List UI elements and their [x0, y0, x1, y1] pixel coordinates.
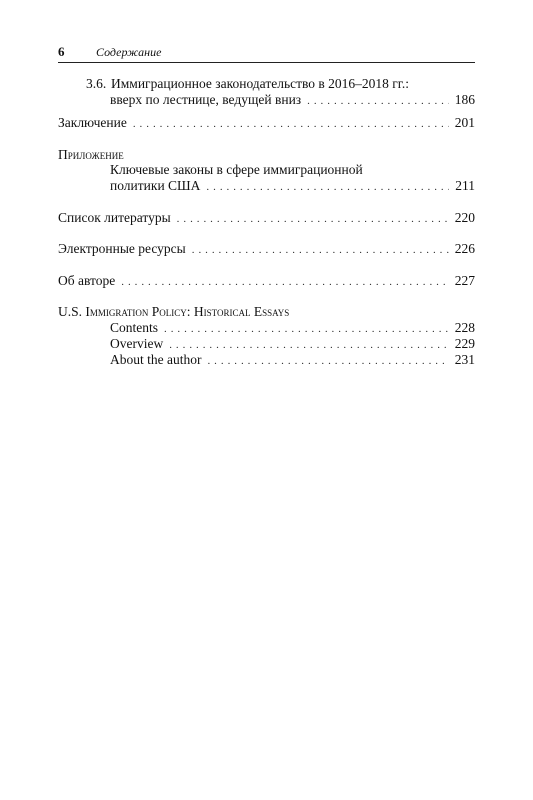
running-title: Содержание: [96, 45, 162, 59]
toc-entry-title: Список литературы: [58, 210, 171, 225]
toc-entry-3-6-line2: [110, 92, 475, 108]
toc-entry-title-cont: политики США: [110, 178, 201, 193]
dot-leader: [192, 242, 449, 258]
dot-leader: [164, 321, 449, 337]
toc-entry-title: Иммиграционное законодательство в 2016–2018 гг.:: [111, 76, 409, 91]
toc-entry-title-cont: вверх по лестнице, ведущей вниз: [110, 92, 302, 107]
page-ref: 201: [454, 115, 475, 130]
dot-leader: [207, 353, 448, 369]
section-number: 3.6.: [86, 76, 107, 91]
dot-leader: [177, 211, 449, 227]
dot-leader: [307, 93, 449, 109]
toc-entry-contents: [110, 320, 475, 336]
page-number: 6: [58, 44, 65, 59]
toc-entry-appendix-line2: [110, 178, 475, 194]
toc-entry-overview: [110, 336, 475, 352]
toc-entry-title: Overview: [110, 336, 164, 351]
toc-entry-appendix-line1: [110, 162, 475, 178]
toc-entry-title: Contents: [110, 320, 159, 335]
toc-entry-title: About the author: [110, 352, 202, 367]
toc-entry-title: Ключевые законы в сфере иммиграционной: [110, 162, 363, 177]
toc-entry-about-the-author: [110, 352, 475, 368]
page-header: [58, 42, 475, 63]
dot-leader: [206, 179, 449, 195]
dot-leader: [121, 274, 449, 290]
toc-entry-literature: [58, 210, 475, 226]
toc-english-heading: [58, 304, 475, 320]
page-ref: 231: [454, 352, 475, 367]
toc-entry-about-author: [58, 273, 475, 289]
toc-entry-eresources: [58, 241, 475, 257]
page-ref: 228: [454, 320, 475, 335]
toc-appendix-heading: [58, 147, 475, 163]
toc-entry-3-6-line1: [86, 76, 475, 92]
page-ref: 229: [454, 336, 475, 351]
page-ref: 186: [454, 92, 475, 107]
english-heading: U.S. Immigration Policy: Historical Essays: [58, 304, 290, 319]
appendix-heading: Приложение: [58, 147, 124, 162]
dot-leader: [169, 337, 449, 353]
page-ref: 220: [454, 210, 475, 225]
page-ref: 226: [454, 241, 475, 256]
toc-entry-title: Об авторе: [58, 273, 116, 288]
dot-leader: [133, 116, 449, 132]
toc-entry-title: Электронные ресурсы: [58, 241, 186, 256]
toc-entry-title: Заключение: [58, 115, 127, 130]
page-ref: 211: [455, 178, 475, 193]
page-ref: 227: [454, 273, 475, 288]
toc-entry-conclusion: [58, 115, 475, 131]
